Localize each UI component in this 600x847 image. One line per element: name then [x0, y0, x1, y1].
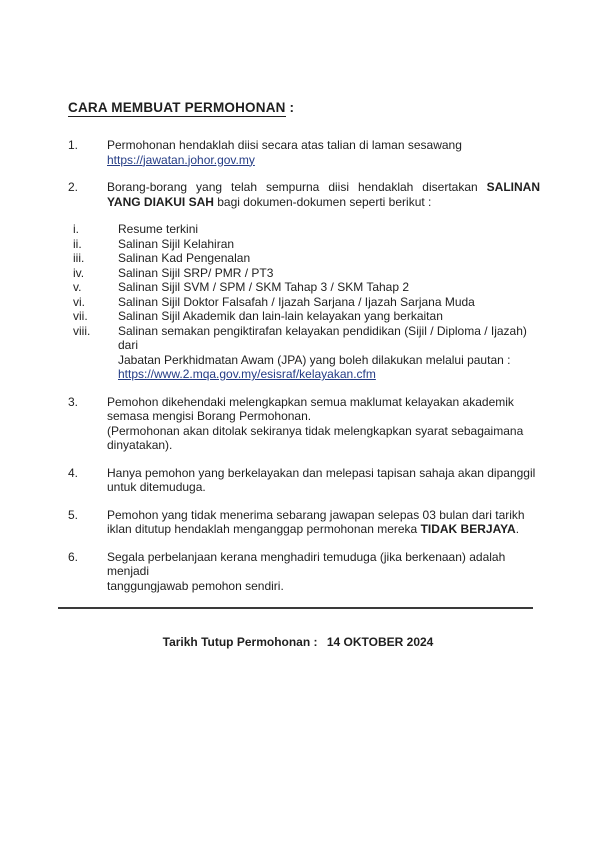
sub-item-number: vii.: [73, 309, 88, 323]
page-title: [68, 100, 540, 116]
item-text: [107, 395, 540, 453]
list-item-4: [68, 466, 540, 495]
sub-item-number: v.: [73, 280, 82, 294]
sub-item-vi: [73, 295, 540, 310]
item-number: 2.: [68, 180, 79, 194]
closing-date-value: 14 OKTOBER 2024: [326, 635, 434, 649]
list-item-5: [68, 508, 540, 537]
johor-jobs-link[interactable]: https://jawatan.johor.gov.my: [107, 152, 255, 167]
item-text: [107, 180, 540, 209]
item-number: 5.: [68, 507, 79, 522]
item-3-line-3: (Permohonan akan ditolak sekiranya tidak melengkapkan syarat sebagaimana: [107, 423, 524, 438]
item-text: [107, 466, 540, 495]
item-text: [107, 508, 540, 537]
item-2-line-2-text: bagi dokumen-dokumen seperti berikut :: [217, 194, 432, 209]
sub-item-text: Salinan Sijil SRP/ PMR / PT3: [118, 265, 274, 280]
item-2-line-2-bold: YANG DIAKUI SAH: [107, 194, 214, 209]
closing-date-label: Tarikh Tutup Permohonan :: [162, 635, 318, 649]
item-number: 3.: [68, 394, 79, 409]
item-2-line-2: [107, 195, 540, 210]
sub-item-v: [73, 280, 540, 295]
sub-item-vii: [73, 309, 540, 324]
list-item-2: [68, 180, 540, 209]
item-5-line-2: [107, 522, 540, 537]
item-number: 6.: [68, 549, 79, 564]
list-item-1: [68, 138, 540, 167]
item-3-line-2: semasa mengisi Borang Permohonan.: [107, 409, 312, 423]
sub-item-ii: [73, 237, 540, 252]
sub-item-number: viii.: [73, 323, 91, 338]
sub-item-number: iv.: [73, 265, 85, 280]
item-2-line-1-text: Borang-borang yang telah sempurna diisi hendaklah disertakan: [107, 180, 478, 194]
sub-item-viii: [73, 324, 540, 382]
sub-item-iv: [73, 266, 540, 281]
sub-item-text: Salinan Sijil Kelahiran: [118, 236, 235, 251]
item-4-line-2: untuk ditemuduga.: [107, 480, 206, 494]
item-2-line-1-bold: SALINAN: [486, 180, 540, 194]
item-5-line-2-bold: TIDAK BERJAYA: [420, 522, 516, 536]
list-item-6: [68, 550, 540, 594]
item-3-line-4: dinyatakan).: [107, 438, 173, 452]
item-1-line-1: Permohonan hendaklah diisi secara atas talian di laman sesawang: [107, 138, 462, 152]
sub-item-viii-line-2: Jabatan Perkhidmatan Awam (JPA) yang boleh dilakukan melalui pautan :: [118, 352, 511, 367]
sub-item-text: Resume terkini: [118, 222, 199, 236]
item-6-line-1: Segala perbelanjaan kerana menghadiri temuduga (jika berkenaan) adalah menjadi: [107, 549, 506, 578]
sub-item-iii: [73, 251, 540, 266]
mqa-qualification-link[interactable]: https://www.2.mqa.gov.my/esisraf/kelayakan.cfm: [118, 367, 376, 381]
sub-item-viii-line-1: Salinan semakan pengiktirafan kelayakan pendidikan (Sijil / Diploma / Ijazah) dari: [118, 323, 527, 352]
page-title-colon: :: [285, 100, 295, 115]
item-5-line-2-period: .: [515, 522, 520, 536]
sub-item-number: i.: [73, 222, 79, 236]
item-5-line-1: Pemohon yang tidak menerima sebarang jawapan selepas 03 bulan dari tarikh: [107, 507, 525, 522]
sub-item-i: [73, 222, 540, 237]
sub-item-number: vi.: [73, 294, 85, 309]
sub-item-text: Salinan Kad Pengenalan: [118, 251, 251, 265]
page-title-underlined: CARA MEMBUAT PERMOHONAN: [68, 100, 286, 115]
closing-date: [62, 635, 534, 650]
item-text: [107, 550, 540, 594]
item-3-line-1: Pemohon dikehendaki melengkapkan semua maklumat kelayakan akademik: [107, 394, 514, 409]
sub-item-text: Salinan Sijil SVM / SPM / SKM Tahap 3 / SKM Tahap 2: [118, 280, 410, 294]
item-text: [107, 138, 540, 167]
sub-item-number: iii.: [73, 251, 85, 265]
sub-item-text: [118, 324, 540, 382]
item-number: 1.: [68, 138, 79, 152]
sub-item-text: Salinan Sijil Doktor Falsafah / Ijazah Sarjana / Ijazah Sarjana Muda: [118, 294, 475, 309]
item-5-line-2-text: iklan ditutup hendaklah menganggap permohonan mereka: [107, 522, 418, 536]
item-4-line-1: Hanya pemohon yang berkelayakan dan melepasi tapisan sahaja akan dipanggil: [107, 465, 536, 480]
sub-item-number: ii.: [73, 236, 82, 251]
sub-item-text: Salinan Sijil Akademik dan lain-lain kelayakan yang berkaitan: [118, 309, 443, 323]
item-6-line-2: tanggungjawab pemohon sendiri.: [107, 578, 284, 593]
item-2-line-1: [107, 180, 540, 195]
document-sublist: [73, 222, 540, 382]
divider-line: [58, 607, 533, 609]
item-number: 4.: [68, 465, 79, 480]
list-item-3: [68, 395, 540, 453]
